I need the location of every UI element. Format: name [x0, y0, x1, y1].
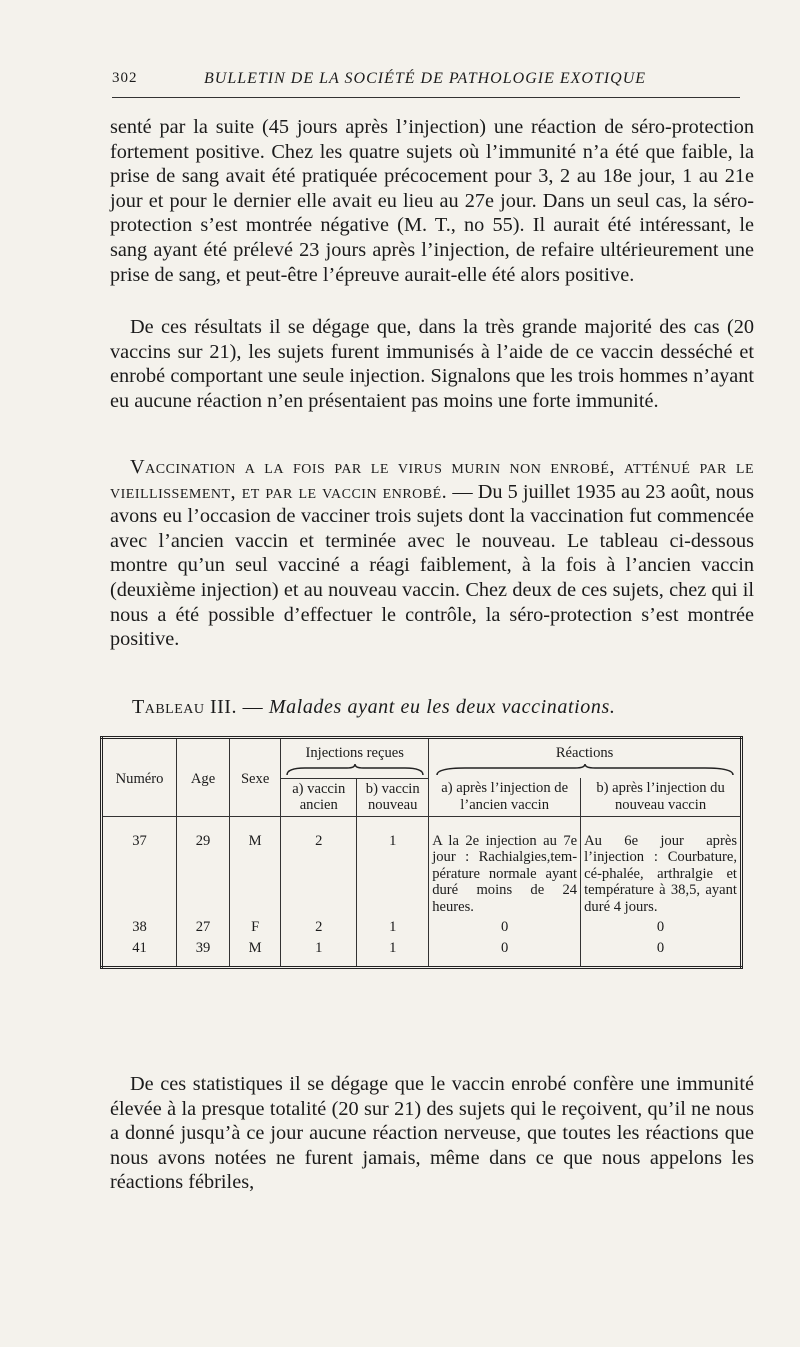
paragraph-3	[110, 455, 754, 652]
cell-injection-b: 1	[357, 938, 429, 968]
table-caption-text: Malades ayant eu les deux vaccinations.	[268, 696, 616, 718]
cell-numero: 37	[132, 832, 147, 849]
cell-age: 29	[177, 831, 230, 918]
header-reaction-b: b) après l’injection du nouveau vaccin	[581, 778, 742, 816]
header-numero: Numéro	[115, 771, 164, 787]
section-heading: Vaccination a la fois par le virus murin non enrobé, atténué par le vieillissement, et par le vaccin enrobé.	[110, 456, 754, 503]
table-row	[102, 917, 742, 938]
cell-numero: 41	[132, 939, 147, 956]
cell-sexe: F	[230, 917, 281, 938]
header-rule	[112, 97, 740, 98]
paragraph-3-body: — Du 5 juillet 1935 au 23 août, nous avons eu l’occasion de vacciner trois sujets dont la vaccination fut commencée avec l’ancien vaccin et terminée avec le nouveau. Le tableau ci-dessous montre qu’un seul vacciné a réagi faiblement, à la fois à l’ancien vaccin (deuxième injection) et au nouveau vaccin. Chez deux de ces sujets, chez qui il nous a été possible d’effectuer le contrôle, la séro-protection s’est montrée positive.	[110, 480, 754, 651]
cell-injection-b: 1	[357, 917, 429, 938]
cell-reaction-b: 0	[581, 938, 742, 968]
cell-age: 27	[177, 917, 230, 938]
header-reactions-group	[429, 738, 742, 779]
cell-sexe: M	[230, 938, 281, 968]
cell-reaction-b: 0	[581, 917, 742, 938]
table-label: Tableau III.	[132, 696, 237, 718]
cell-reaction-a: A la 2e injection au 7e jour : Rachialgies,tem-pérature normale ayant duré moins de 24 heures.	[429, 831, 581, 918]
injections-brace-icon	[285, 764, 425, 776]
paragraph-4: De ces statistiques il se dégage que le vaccin enrobé confère une immunité élevée à la presque totalité (20 sur 21) des sujets qui le reçoivent, qu’il ne nous a donné jusqu’à ce jour aucune réaction nerveuse, que toutes les réactions que nous avons notées ne furent jamais, même dans ce que nous appelons les réactions fébriles,	[110, 1073, 754, 1194]
cell-injection-b: 1	[357, 831, 429, 918]
page-number: 302	[112, 70, 138, 86]
cell-numero: 38	[132, 919, 147, 935]
header-injections-group	[281, 738, 429, 779]
table-caption	[132, 696, 752, 719]
paragraph-1: senté par la suite (45 jours après l’injection) une réaction de séro-protection fortement positive. Chez les quatre sujets où l’immunité n’a été que faible, la prise de sang avait été pratiquée précocement pour 3, 2 au 18e jour, 1 au 21e jour et pour le dernier elle avait eu lieu au 27e jour. Dans un seul cas, la séro-protection s’est montrée négative (M. T., no 55). Il aurait été intéressant, le sang ayant été prélevé 23 jours après l’injection, de refaire ultérieurement une prise de sang, et peut-être l’épreuve aurait-elle été alors positive.	[110, 116, 754, 286]
reactions-group-label: Réactions	[555, 745, 614, 761]
table-separator	[102, 816, 742, 831]
cell-reaction-a: 0	[429, 938, 581, 968]
header-injection-a: a) vaccin ancien	[281, 778, 357, 816]
table-row	[102, 831, 742, 918]
reactions-brace-icon	[435, 764, 735, 776]
header-reaction-a: a) après l’injection de l’ancien vaccin	[429, 778, 581, 816]
injections-group-label: Injections reçues	[305, 745, 404, 761]
header-injection-b: b) vaccin nouveau	[357, 778, 429, 816]
running-title: BULLETIN DE LA SOCIÉTÉ DE PATHOLOGIE EXOTIQUE	[204, 70, 647, 87]
cell-injection-a: 2	[281, 831, 357, 918]
cell-reaction-a: 0	[429, 917, 581, 938]
header-age: Age	[177, 738, 230, 817]
header-sexe: Sexe	[230, 738, 281, 817]
cell-injection-a: 1	[281, 938, 357, 968]
table-row	[102, 938, 742, 968]
vaccination-table	[100, 736, 743, 969]
paragraph-2: De ces résultats il se dégage que, dans la très grande majorité des cas (20 vaccins sur 21), les sujets furent immunisés à l’aide de ce vaccin desséché et enrobé comportant une seule injection. Signalons que les trois hommes n’ayant eu aucune réaction n’en présentaient pas moins une forte immunité.	[110, 316, 754, 412]
cell-injection-a: 2	[281, 917, 357, 938]
caption-dash: —	[242, 696, 264, 718]
cell-reaction-b: Au 6e jour après l’injection : Courbature, cé-phalée, arthralgie et température à 38,5, ayant duré 4 jours.	[581, 831, 742, 918]
cell-age: 39	[177, 938, 230, 968]
cell-sexe: M	[230, 831, 281, 918]
